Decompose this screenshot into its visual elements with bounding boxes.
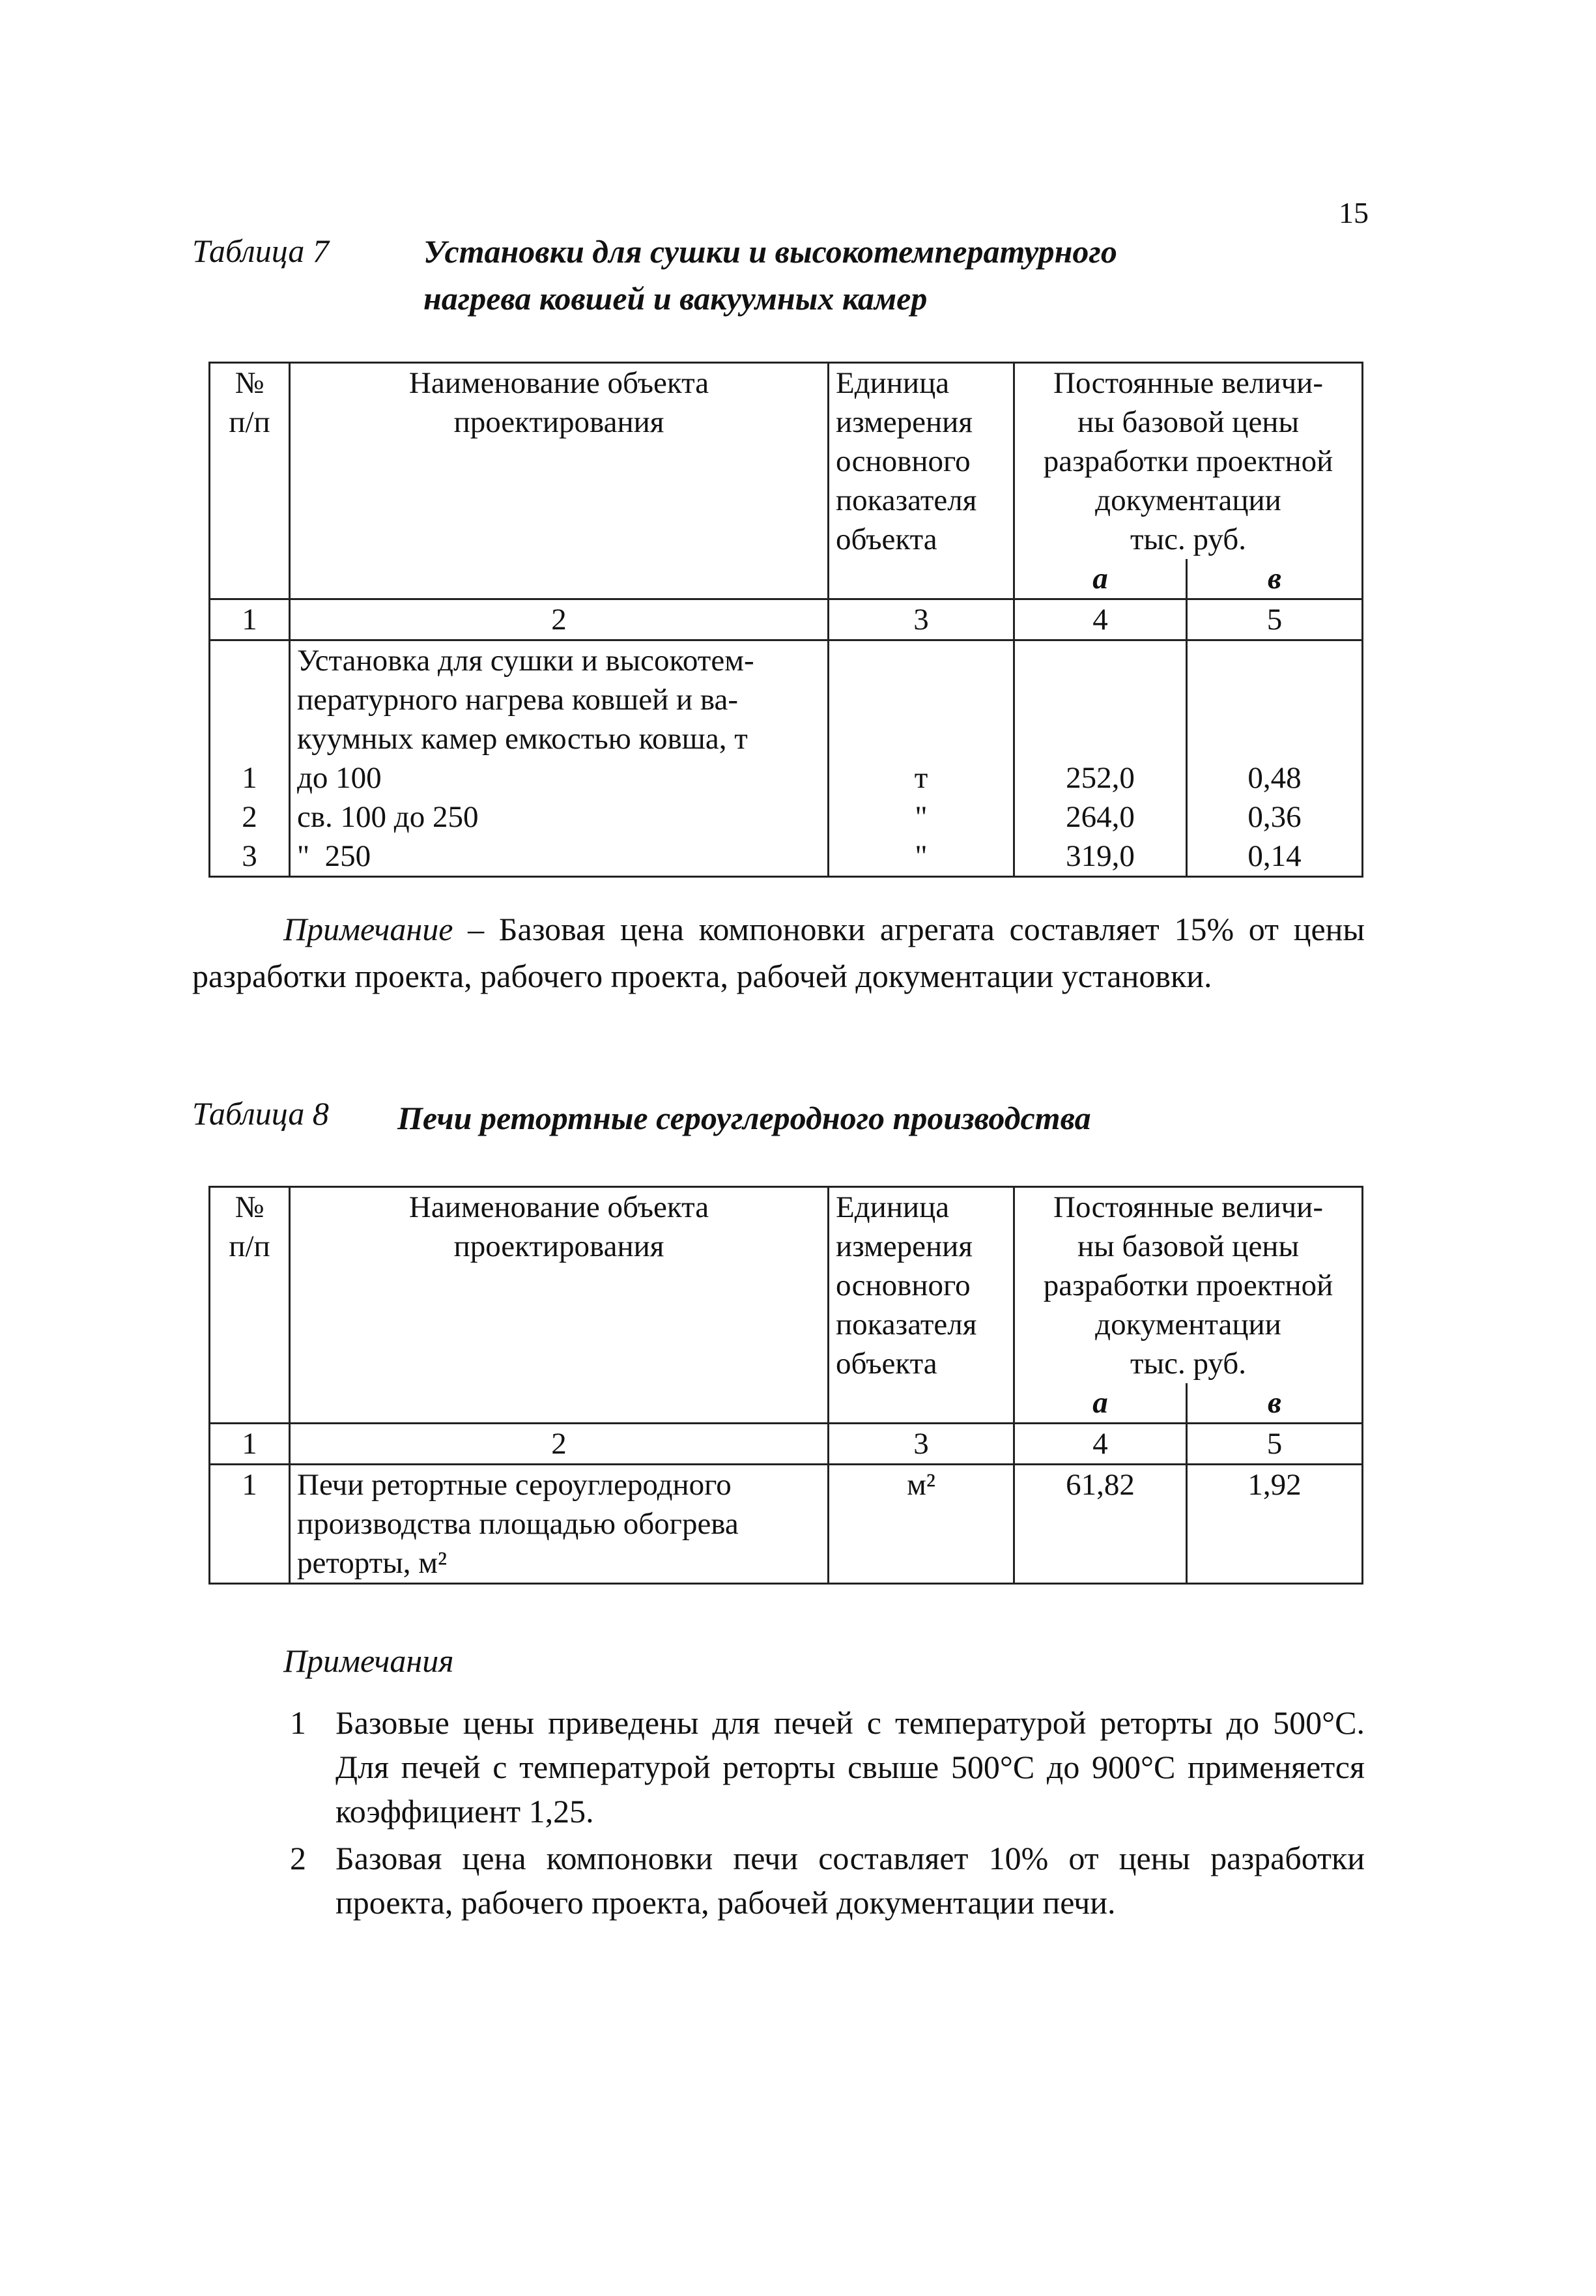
col-number: 5 (1187, 599, 1363, 640)
col-number: 5 (1187, 1424, 1363, 1465)
row-a-cell: 61,82 (1014, 1465, 1187, 1584)
row-name-line: Печи ретортные сероуглеродного (297, 1468, 732, 1502)
note-label: Примечание (283, 911, 453, 947)
col-number: 3 (829, 1424, 1014, 1465)
header-unit: Единица измерения основного показателя объекта (829, 363, 1014, 599)
row-name: " 250 (297, 839, 371, 873)
row-name: до 100 (297, 761, 382, 795)
note-item (283, 1700, 1365, 1833)
header-num: № п/п (210, 363, 290, 599)
table8-notes (283, 1700, 1365, 1927)
col-number: 1 (210, 599, 290, 640)
table8-body-row (210, 1465, 1363, 1584)
header-b: в (1187, 1383, 1363, 1424)
row-name-cell (290, 640, 829, 877)
row-unit-cell: т " " (829, 640, 1014, 877)
table7-title (423, 228, 1117, 322)
table7-title-line: нагрева ковшей и вакуумных камер (423, 280, 928, 317)
header-const: Постоянные величи- ны базовой цены разработки проектной документации тыс. руб. (1014, 363, 1363, 560)
row-name-cell (290, 1465, 829, 1584)
table8-notes-heading: Примечания (283, 1643, 454, 1679)
row-name-line: производства площадью обогрева (297, 1507, 739, 1541)
group-title-line: Установка для сушки и высокотем- (297, 644, 754, 678)
group-title-line: куумных камер емкостью ковша, т (297, 722, 748, 756)
col-number: 2 (290, 599, 829, 640)
header-a: а (1014, 559, 1187, 599)
col-number: 3 (829, 599, 1014, 640)
note-text: Базовая цена компоновки печи составляет 10% от цены разработки проекта, рабочего проекта, рабочей документации печи. (335, 1840, 1365, 1921)
table8-label: Таблица 8 (192, 1095, 329, 1132)
table8 (208, 1186, 1363, 1585)
col-number: 4 (1014, 599, 1187, 640)
header-a: а (1014, 1383, 1187, 1424)
col-numbers-row (210, 1424, 1363, 1465)
header-const: Постоянные величи- ны базовой цены разработки проектной документации тыс. руб. (1014, 1187, 1363, 1384)
header-unit: Единица измерения основного показателя объекта (829, 1187, 1014, 1424)
group-title-line: пературного нагрева ковшей и ва- (297, 683, 739, 717)
header-name: Наименование объекта проектирования (290, 363, 829, 599)
table7-title-line: Установки для сушки и высокотемпературного (423, 233, 1117, 270)
table8-title: Печи ретортные сероуглеродного производства (397, 1100, 1091, 1136)
row-num-cell: 1 (210, 1465, 290, 1584)
row-unit-cell: м² (829, 1465, 1014, 1584)
page-number: 15 (1339, 196, 1369, 229)
col-number: 4 (1014, 1424, 1187, 1465)
table7-note (192, 906, 1365, 999)
header-b: в (1187, 559, 1363, 599)
table7-body-row (210, 640, 1363, 877)
col-number: 2 (290, 1424, 829, 1465)
row-a-cell: 252,0 264,0 319,0 (1014, 640, 1187, 877)
row-name-line: реторты, м² (297, 1546, 448, 1580)
col-number: 1 (210, 1424, 290, 1465)
note-text: Базовые цены приведены для печей с температурой реторты до 500°С. Для печей с температурой реторты свыше 500°С до 900°С применяется коэффициент 1,25. (335, 1704, 1365, 1830)
row-num-cell: 1 2 3 (210, 640, 290, 877)
table7 (208, 362, 1363, 878)
note-number: 1 (290, 1704, 306, 1741)
header-num: № п/п (210, 1187, 290, 1424)
note-number: 2 (290, 1840, 306, 1876)
col-numbers-row (210, 599, 1363, 640)
table7-label: Таблица 7 (192, 233, 329, 269)
note-item (283, 1836, 1365, 1925)
row-b-cell: 1,92 (1187, 1465, 1363, 1584)
row-name: св. 100 до 250 (297, 800, 479, 834)
row-b-cell: 0,48 0,36 0,14 (1187, 640, 1363, 877)
header-name: Наименование объекта проектирования (290, 1187, 829, 1424)
note-text: – Базовая цена компоновки агрегата составляет 15% от цены разработки проекта, рабочего проекта, рабочей документации установки. (192, 911, 1365, 994)
